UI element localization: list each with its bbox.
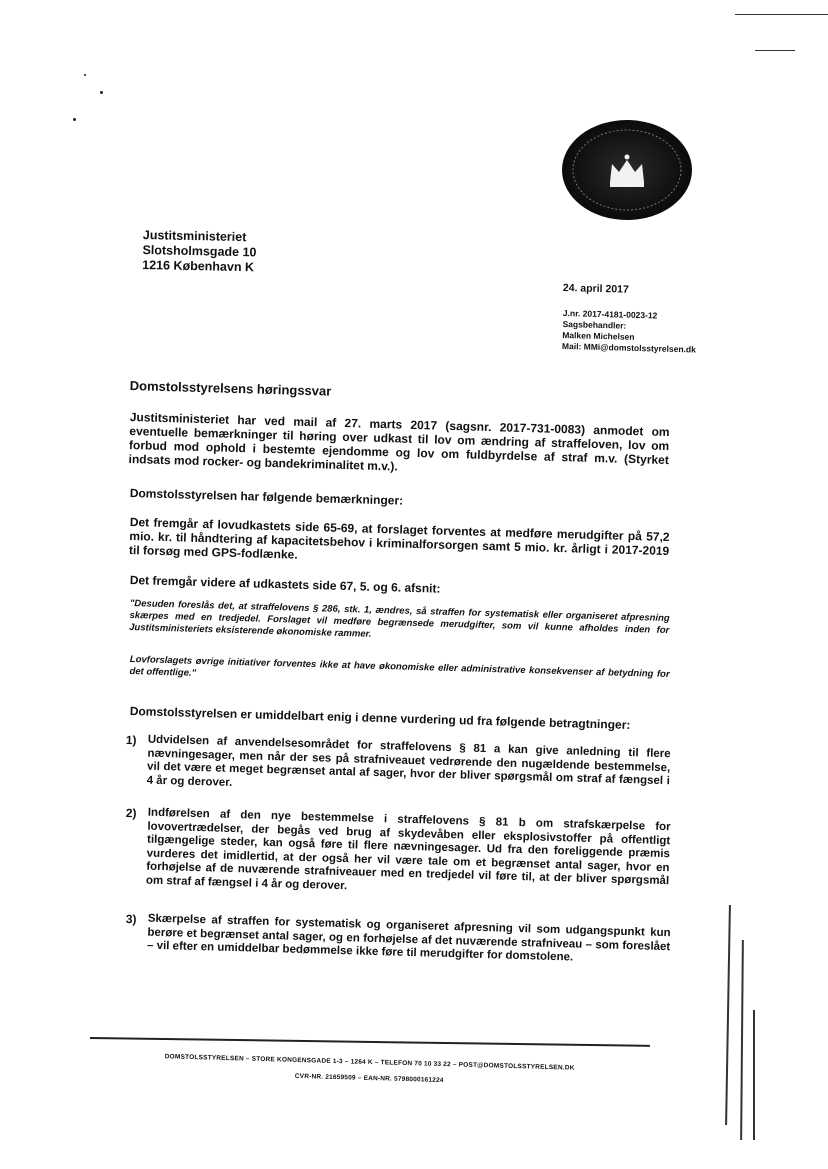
scan-edge-line [755,50,795,51]
agree-paragraph: Domstolsstyrelsen er umiddelbart enig i denne vurdering ud fra følgende betragtninger: [129,704,631,732]
recipient-name: Justitsministeriet [142,228,247,245]
quote-2-block [129,654,669,693]
list-item [124,733,670,802]
margin-mark [740,940,744,1140]
recipient-city: 1216 København K [142,257,255,275]
paragraph-2-block [130,573,670,602]
paragraph-2: Det fremgår videre af udkastets side 67, 5. og 6. afsnit: [129,573,441,596]
recipient-street: Slotsholmsgade 10 [142,242,257,260]
agree-block [130,704,670,733]
margin-mark [725,905,731,1125]
margin-mark [753,1010,755,1140]
quote-1-block [129,598,670,649]
list-item [124,806,671,902]
intro-paragraph: Justitsministeriet har ved mail af 27. marts 2017 (sagsnr. 2017-731-0083) anmodet om eventuelle bemærkninger til høring over udkast til lov om ændring af straffeloven, lov om forbud mod ophold i bestemte ejendomme og lov om fuldbyrdelse af straf m.v. (Styrket indsats mod rocker- og bandekriminalitet m.v.). [128,410,670,474]
list-item-number: 2) [125,806,137,821]
list-item [125,912,671,968]
quote-1: "Desuden foreslås det, at straffelovens § 286, stk. 1, ændres, så straffen for systematisk eller organiseret afpresning skærpes med en tredjedel. Forslaget vil medføre begrænsede merudgifter, som vil kunne afholdes inden for Justitsministeriets eksisterende økonomiske rammer. [129,598,670,640]
letter-date: 24. april 2017 [562,282,629,296]
scan-speck [84,74,86,76]
list-item-number: 3) [125,912,137,927]
handler-mail: Mail: MMi@domstolsstyrelsen.dk [561,340,697,355]
quote-2: Lovforslagets øvrige initiativer forventes ikke at have økonomiske eller administrative konsekvenser af betydning for det offentlige." [129,654,670,681]
letter-title-block [130,378,670,408]
paragraph-1: Det fremgår af lovudkastets side 65-69, at forslaget forventes at medføre merudgifter på 57,2 mio. kr. til håndtering af kapacitetsbehov i kriminalforsorgen samt 5 mio. kr. årligt i 2017-2019 til forsøg med GPS-fodlænke. [128,515,670,562]
list-item-text: Skærpelse af straffen for systematisk og organiseret afpresning vil som udgangspunkt kun berøre et begrænset antal sager, og en forhøjelse af det nuværende strafniveau – som foreslået – vil efter en umiddelbar bedømmelse ikke føre til merudgifter for domstolene. [146,912,671,964]
remarks-heading-block [130,486,670,515]
case-info [562,308,697,355]
crown-seal-icon [562,120,692,220]
handler-name: Malken Michelsen [562,329,635,342]
footer-address: DOMSTOLSSTYRELSEN – STORE KONGENSGADE 1-3 – 1264 K – TELEFON 70 10 33 22 – POST@DOMSTOLSSTYRELSEN.DK [164,1053,575,1072]
remarks-heading: Domstolsstyrelsen har følgende bemærkninger: [129,486,404,508]
paragraph-1-block [129,515,670,572]
scan-speck [100,91,103,94]
intro-paragraph-block [128,410,669,481]
list-item-text: Udvidelsen af anvendelsesområdet for straffelovens § 81 a kan give anledning til flere nævningesager, men når der ses på strafniveauet vedrørende den nugældende bestemmelse, vil det være et meget begrænset antal af sager, hvor der bliver spørgsmål om straf af fængsel i 4 år og derover. [146,733,671,789]
scan-speck [73,118,76,121]
footer [119,1048,620,1094]
journal-number: J.nr. 2017-4181-0023-12 [562,308,658,321]
footer-registration: CVR-NR. 21659509 – EAN-NR. 5798000161224 [294,1072,444,1085]
footer-divider [90,1037,650,1046]
letter-title: Domstolsstyrelsens høringssvar [129,378,332,399]
recipient-address [142,228,257,275]
scan-edge-line [735,14,828,15]
list-item-text: Indførelsen af den nye bestemmelse i straffelovens § 81 b om strafskærpelse for lovovertrædelser, der begås ved brug af skydevåben eller eksplosivstoffer på offentligt tilgængelige steder, kan også føre til flere nævningesager. Ud fra den foreliggende præmis vurderes det imidlertid, at der også her vil være tale om et begrænset antal sager, hvor en forhøjelse af de nuværende strafniveauer med en tredjedel vil føre til, at der bliver spørgsmål om straf af fængsel i 4 år og derover. [145,806,671,892]
handler-label: Sagsbehandler: [562,318,627,331]
list-item-number: 1) [125,733,137,748]
